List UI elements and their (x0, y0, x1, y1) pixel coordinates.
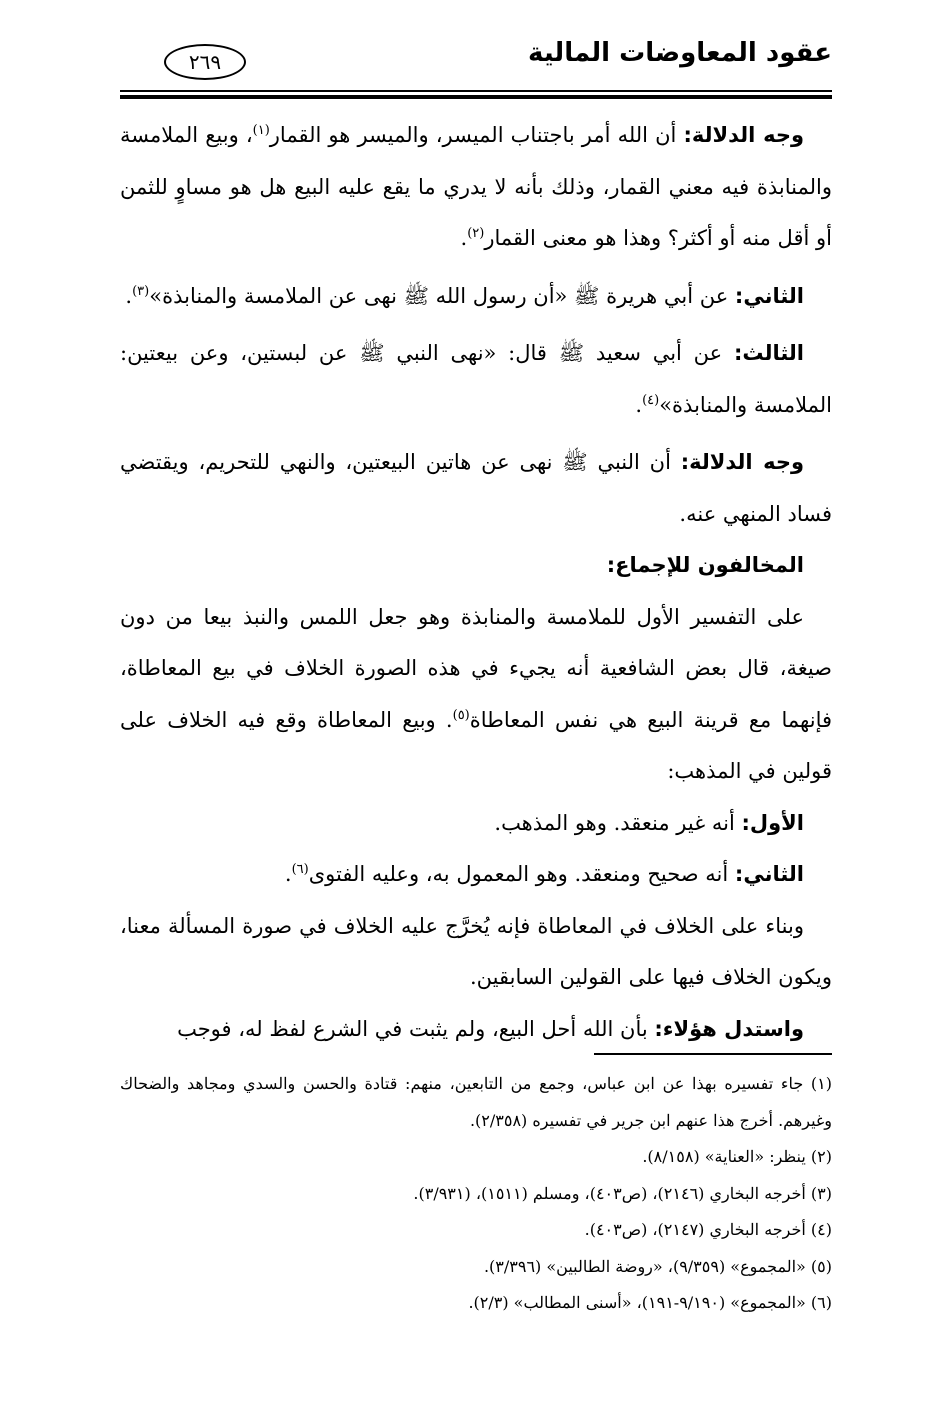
paragraph-text: . (635, 392, 643, 417)
paragraph-consequence (120, 901, 832, 1004)
paragraph-text: على التفسير الأول للملامسة والمنابذة وهو جعل اللمس والنبذ بيعا من دون صيغة، قال بعض الشافعية أنه يجيء في هذه الصورة الخلاف في بيع المعاطاة، فإنهما مع قرينة البيع هي نفس المعاطاة (120, 604, 833, 732)
footnote-item: (٤) أخرجه البخاري (٢١٤٧)، (ص٤٠٣). (584, 1220, 832, 1239)
paragraph-argument (120, 1004, 832, 1056)
footnote-ref: (٦) (291, 862, 309, 877)
paragraph-evidence-1 (120, 110, 832, 265)
paragraph-second-evidence (120, 271, 832, 323)
header-rule (120, 90, 832, 92)
page-number-badge: ٢٦٩ (164, 44, 246, 80)
page-header (120, 30, 832, 90)
footnote-item: (٣) أخرجه البخاري (٢١٤٦)، (ص٤٠٣)، ومسلم (١٥١١)، (٣/٩٣١). (413, 1183, 832, 1203)
footnote-item: (١) جاء تفسيره بهذا عن ابن عباس، وجمع من التابعين، منهم: قتادة والحسن والسدي ومجاهد والضحاك وغيرهم. أخرج هذا عنهم ابن جرير في تفسيره (٢/٣٥٨). (120, 1074, 832, 1130)
section-heading: المخالفون للإجماع: (606, 553, 804, 577)
footnote-ref: (١) (252, 123, 270, 138)
footnotes (120, 1066, 832, 1322)
paragraph-text: . وبيع المعاطاة وقع فيه الخلاف على قولين في المذهب: (120, 707, 832, 783)
paragraph-text: عن أبي سعيد ﷺ قال: «نهى النبي ﷺ عن لبستين، وعن بيعتين: الملامسة والمنابذة» (120, 341, 832, 417)
paragraph-text: . (460, 226, 468, 250)
paragraph-text: أنه صحيح ومنعقد. وهو المعمول به، وعليه الفتوى (308, 862, 735, 886)
footnote-ref: (٥) (452, 707, 470, 723)
footnote-separator (594, 1053, 832, 1055)
paragraph-text: أنه غير منعقد. وهو المذهب. (494, 810, 742, 835)
running-title: عقود المعاوضات المالية (528, 38, 832, 68)
footnote-item: (٥) «المجموع» (٩/٣٥٩)، «روضة الطالبين» (٣/٣٩٦). (483, 1256, 832, 1276)
paragraph-first-opinion (120, 798, 832, 850)
footnote-ref: (٤) (642, 392, 660, 408)
paragraph-text: بأن الله أحل البيع، ولم يثبت في الشرع لفظ له، فوجب (177, 1016, 655, 1041)
paragraph-text: أن الله أمر باجتناب الميسر، والميسر هو القمار (269, 123, 684, 147)
footnote-item: (٦) «المجموع» (٩/١٩٠-١٩١)، «أسنى المطالب» (٢/٣). (468, 1293, 832, 1312)
paragraph-text: أن النبي ﷺ نهى عن هاتين البيعتين، والنهي للتحريم، ويقتضي فساد المنهي عنه. (120, 450, 832, 526)
paragraph-third-evidence (120, 328, 832, 431)
paragraph-text: . (125, 283, 133, 308)
paragraph-evidence-2 (120, 437, 832, 540)
main-text (120, 110, 832, 1055)
footnote-item: (٢) ينظر: «العناية» (٨/١٥٨). (642, 1147, 832, 1166)
paragraph-text: عن أبي هريرة ﷺ «أن رسول الله ﷺ نهى عن الملامسة والمنابذة» (149, 283, 735, 308)
paragraph-label: الثاني: (734, 283, 804, 308)
paragraph-text: وبناء على الخلاف في المعاطاة فإنه يُخرَّج عليه الخلاف في صورة المسألة معنا، ويكون الخلاف فيها على القولين السابقين. (120, 913, 832, 989)
header-rule-thick (120, 95, 832, 99)
paragraph-dissenters (120, 592, 832, 798)
paragraph-label: الثاني: (734, 862, 804, 886)
paragraph-text: ، وبيع الملامسة والمنابذة فيه معني القمار، وذلك بأنه لا يدري ما يقع عليه البيع هل هو مساوٍ للثمن أو أقل منه أو أكثر؟ وهذا هو معنى القمار (120, 123, 832, 250)
paragraph-label: الأول: (741, 810, 804, 835)
paragraph-second-opinion (120, 849, 832, 901)
paragraph-label: الثالث: (733, 341, 804, 365)
footnote-ref: (٢) (467, 226, 485, 241)
paragraph-label: وجه الدلالة: (680, 450, 805, 474)
paragraph-label: وجه الدلالة: (683, 123, 805, 147)
paragraph-label: واستدل هؤلاء: (654, 1016, 804, 1041)
footnote-ref: (٣) (132, 283, 150, 299)
paragraph-text: . (284, 862, 292, 886)
